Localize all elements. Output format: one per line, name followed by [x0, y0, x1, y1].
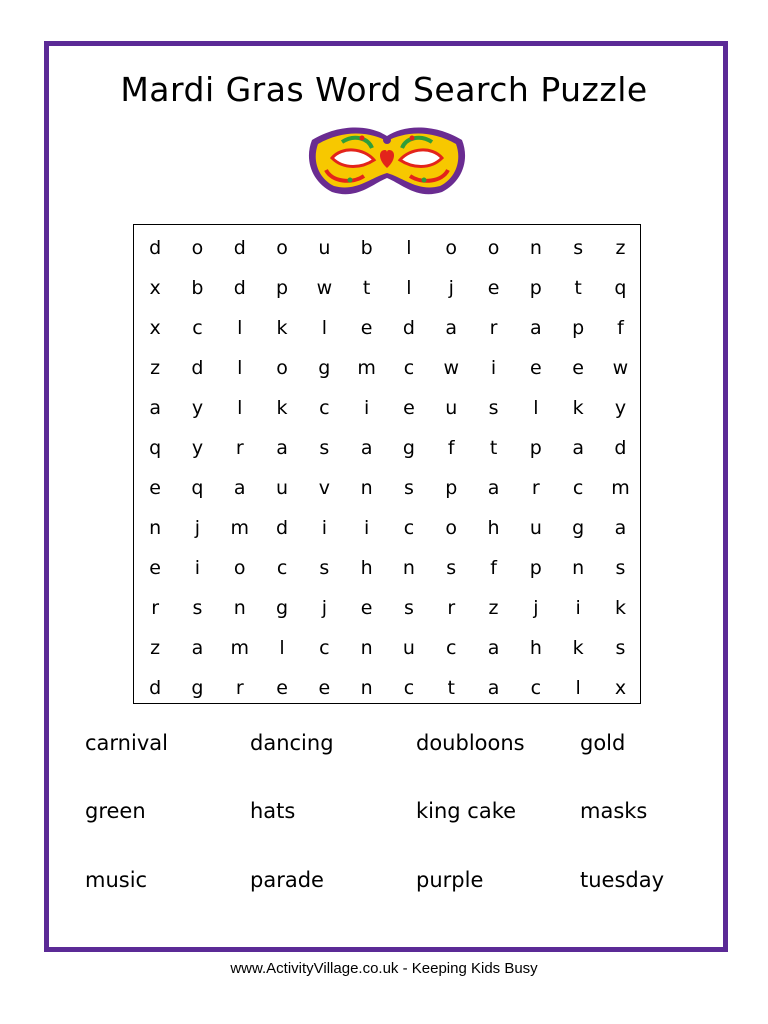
grid-letter: e	[360, 317, 373, 339]
grid-letter: s	[573, 237, 584, 259]
word-list-item: green	[85, 799, 146, 823]
grid-letter: z	[150, 637, 161, 659]
grid-letter: p	[529, 277, 542, 299]
grid-letter: r	[151, 597, 160, 619]
grid-letter: d	[191, 357, 204, 379]
grid-letter: q	[149, 437, 162, 459]
grid-letter: c	[572, 477, 584, 499]
grid-letter: w	[612, 357, 629, 379]
grid-letter: p	[445, 477, 458, 499]
grid-letter: c	[446, 637, 457, 659]
grid-letter: c	[403, 677, 415, 699]
word-list-item: tuesday	[580, 868, 665, 892]
grid-letter: m	[230, 517, 249, 539]
grid-letter: a	[360, 437, 373, 459]
grid-letter: a	[233, 477, 246, 499]
word-list-item: masks	[580, 799, 648, 823]
grid-letter: n	[529, 237, 542, 259]
grid-letter: d	[614, 437, 627, 459]
grid-letter: n	[360, 677, 373, 699]
grid-letter: i	[364, 517, 370, 539]
grid-letter: d	[233, 277, 246, 299]
grid-letter: k	[276, 317, 288, 339]
grid-letter: u	[276, 477, 289, 499]
grid-letter: f	[617, 317, 624, 339]
grid-letter: a	[445, 317, 458, 339]
grid-letter: l	[575, 677, 581, 699]
grid-letter: h	[529, 637, 542, 659]
grid-letter: a	[487, 677, 500, 699]
grid-letter: o	[276, 237, 288, 259]
grid-letter: e	[360, 597, 373, 619]
grid-letter: n	[402, 557, 415, 579]
grid-letter: a	[572, 437, 584, 459]
page-title: Mardi Gras Word Search Puzzle	[120, 70, 648, 109]
grid-letter: j	[533, 597, 539, 619]
word-list-item: gold	[580, 731, 626, 755]
grid-letter: d	[402, 317, 415, 339]
grid-letter: g	[318, 357, 331, 379]
word-list-item: music	[85, 868, 148, 892]
footer-credit: www.ActivityVillage.co.uk - Keeping Kids Busy	[230, 960, 538, 977]
grid-letter: k	[572, 637, 584, 659]
grid-letter: d	[149, 677, 162, 699]
word-list-item: doubloons	[416, 731, 525, 755]
grid-letter: e	[276, 677, 288, 699]
grid-letter: c	[319, 397, 330, 419]
grid-letter: o	[191, 237, 204, 259]
grid-letter: s	[615, 637, 626, 659]
word-list-item: king cake	[416, 799, 517, 823]
grid-letter: f	[447, 437, 455, 459]
grid-letter: k	[572, 397, 584, 419]
grid-letter: c	[403, 517, 415, 539]
grid-letter: p	[529, 557, 542, 579]
word-list-item: dancing	[250, 731, 334, 755]
grid-letter: p	[572, 317, 585, 339]
grid-letter: w	[316, 277, 333, 299]
grid-letter: h	[487, 517, 500, 539]
grid-letter: c	[403, 357, 415, 379]
mardi-gras-mask-icon	[302, 120, 472, 200]
grid-letter: l	[533, 397, 539, 419]
grid-letter: c	[192, 317, 203, 339]
grid-letter: t	[489, 437, 498, 459]
grid-letter: t	[574, 277, 582, 299]
grid-letter: l	[237, 317, 243, 339]
grid-letter: o	[487, 237, 500, 259]
grid-letter: s	[319, 437, 330, 459]
grid-letter: a	[276, 437, 288, 459]
grid-letter: z	[615, 237, 626, 259]
grid-letter: s	[615, 557, 626, 579]
word-list-item: parade	[250, 868, 324, 892]
grid-letter: l	[237, 357, 243, 379]
grid-letter: w	[443, 357, 460, 379]
grid-letter: z	[488, 597, 499, 619]
grid-letter: m	[357, 357, 376, 379]
grid-letter: l	[406, 277, 412, 299]
grid-letter: i	[364, 397, 370, 419]
grid-letter: s	[192, 597, 203, 619]
grid-letter: l	[237, 397, 243, 419]
grid-letter: a	[530, 317, 542, 339]
grid-letter: y	[191, 437, 204, 459]
grid-letter: a	[487, 637, 500, 659]
grid-letter: c	[530, 677, 542, 699]
grid-letter: r	[531, 477, 540, 499]
grid-letter: a	[614, 517, 627, 539]
word-list-item: hats	[250, 799, 296, 823]
grid-letter: h	[360, 557, 373, 579]
grid-letter: o	[445, 237, 458, 259]
grid-letter: l	[321, 317, 327, 339]
grid-letter: a	[149, 397, 161, 419]
grid-letter: x	[149, 317, 161, 339]
grid-letter: n	[149, 517, 162, 539]
grid-letter: n	[360, 637, 373, 659]
grid-letter: m	[611, 477, 630, 499]
grid-letter: b	[191, 277, 204, 299]
grid-letter: n	[233, 597, 246, 619]
grid-letter: y	[191, 397, 204, 419]
grid-letter: x	[614, 677, 627, 699]
grid-letter: s	[319, 557, 330, 579]
grid-letter: f	[490, 557, 497, 579]
grid-letter: o	[445, 517, 458, 539]
grid-letter: z	[150, 357, 161, 379]
grid-letter: d	[149, 237, 162, 259]
grid-letter: q	[614, 277, 627, 299]
grid-letter: o	[233, 557, 246, 579]
grid-letter: e	[318, 677, 331, 699]
grid-letter: i	[194, 557, 201, 579]
grid-letter: l	[279, 637, 285, 659]
grid-letter: g	[276, 597, 289, 619]
grid-letter: r	[489, 317, 498, 339]
grid-letter: e	[529, 357, 542, 379]
grid-letter: u	[529, 517, 542, 539]
grid-letter: k	[276, 397, 288, 419]
grid-letter: k	[614, 597, 626, 619]
grid-letter: x	[149, 277, 161, 299]
grid-letter: y	[614, 397, 627, 419]
grid-letter: r	[235, 677, 244, 699]
grid-letter: p	[529, 437, 542, 459]
grid-letter: c	[319, 637, 330, 659]
grid-letter: u	[402, 637, 415, 659]
grid-letter: s	[488, 397, 499, 419]
grid-letter: t	[362, 277, 371, 299]
grid-letter: a	[487, 477, 500, 499]
grid-letter: u	[318, 237, 331, 259]
grid-letter: e	[572, 357, 584, 379]
grid-letter: j	[448, 277, 454, 299]
grid-letter: n	[360, 477, 373, 499]
word-list-item: carnival	[85, 731, 168, 755]
grid-letter: s	[403, 477, 414, 499]
grid-letter: r	[235, 437, 244, 459]
word-list-item: purple	[416, 868, 484, 892]
grid-letter: e	[487, 277, 500, 299]
grid-letter: s	[403, 597, 414, 619]
grid-letter: c	[276, 557, 288, 579]
grid-letter: p	[276, 277, 289, 299]
grid-letter: j	[194, 517, 201, 539]
grid-letter: i	[321, 517, 327, 539]
grid-letter: e	[149, 557, 161, 579]
grid-letter: a	[191, 637, 204, 659]
grid-letter: e	[403, 397, 415, 419]
grid-letter: j	[321, 597, 327, 619]
grid-letter: i	[575, 597, 581, 619]
grid-letter: l	[406, 237, 412, 259]
grid-letter: s	[446, 557, 457, 579]
grid-letter: u	[445, 397, 458, 419]
grid-letter: t	[447, 677, 455, 699]
grid-letter: b	[360, 237, 373, 259]
grid-letter: g	[402, 437, 415, 459]
grid-letter: v	[318, 477, 330, 499]
grid-letter: d	[276, 517, 289, 539]
grid-letter: n	[572, 557, 585, 579]
grid-letter: o	[276, 357, 288, 379]
grid-letter: r	[447, 597, 456, 619]
grid-letter: g	[572, 517, 585, 539]
grid-letter: q	[191, 477, 204, 499]
grid-letter: m	[230, 637, 249, 659]
grid-letter: d	[233, 237, 246, 259]
grid-letter: g	[191, 677, 204, 699]
grid-letter: i	[490, 357, 497, 379]
letter-grid	[133, 224, 641, 704]
grid-letter: e	[149, 477, 161, 499]
